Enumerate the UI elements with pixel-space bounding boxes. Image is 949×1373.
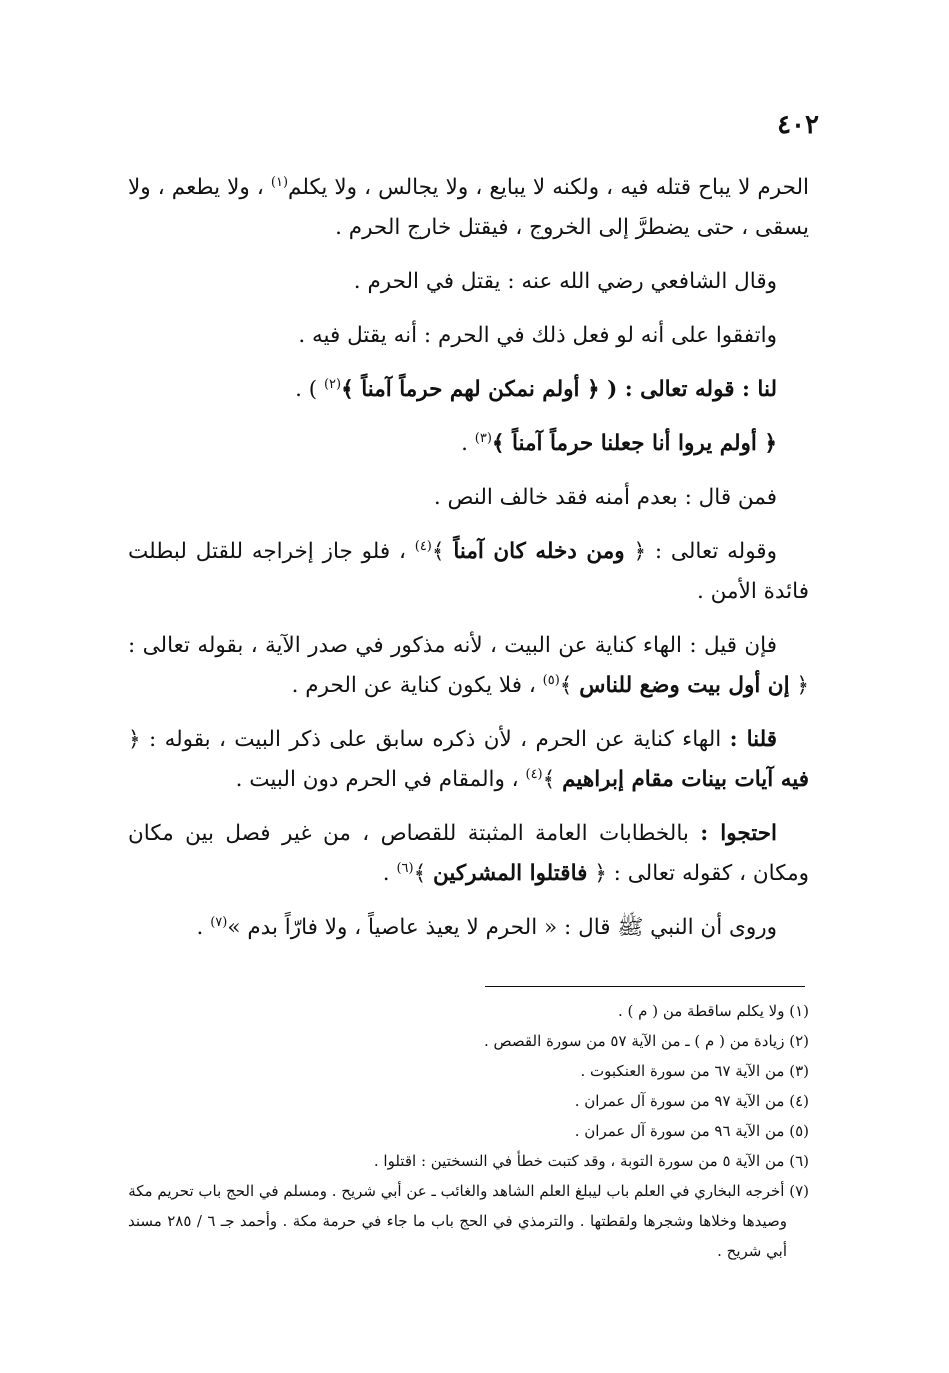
footnotes [128,996,809,1266]
paragraph-text: وقوله تعالى : ﴿ [633,539,777,564]
bracket: ﴾ [542,767,556,792]
paragraph-text: . [382,861,390,886]
paragraph-5 [128,424,809,464]
paragraph-7 [128,532,809,612]
quran-verse: فاقتلوا المشركين [433,861,588,886]
quran-verse: ومن دخله كان آمناً [453,539,625,564]
paragraph-3: واتفقوا على أنه لو فعل ذلك في الحرم : أنه يقتل فيه . [298,323,777,348]
footnote-7-continued: وصيدها وخلاها وشجرها ولقطتها . والترمذي في الحج باب ما جاء في حرمة مكة . وأحمد جـ ٦ / ٢٨٥ مسند أبي شريح . [128,1212,787,1260]
quran-verse: ﴿ أولم يروا أنا جعلنا حرماً آمناً ﴾ [491,431,777,456]
footnote-ref: (٥) [542,672,560,688]
paragraph-text: وروى أن النبي ﷺ قال : « الحرم لا يعيذ عاصياً ، ولا فارّاً بدم » [227,915,777,940]
paragraph-4 [128,370,809,410]
footnote-divider [485,986,805,987]
paragraph-1 [128,168,809,248]
quran-verse: فيه آيات بينات مقام إبراهيم [562,767,809,792]
paragraph-text: ، والمقام في الحرم دون البيت . [235,767,519,792]
lead-word: قلنا : [729,727,778,752]
footnote-1: (١) ولا يكلم ساقطة من ( م ) . [618,1002,809,1020]
footnote-ref: (٢) [323,376,342,392]
footnote-7: (٧) أخرجه البخاري في العلم باب ليبلغ العلم الشاهد والغائب ـ عن أبي شريح . ومسلم في الحج باب تحريم مكة [128,1182,809,1200]
paragraph-text: ، فلو جاز إخراجه للقتل لبطلت فائدة الأمن . [128,539,809,604]
paragraph-10 [128,814,809,894]
bracket: ﴾ [413,861,427,886]
paragraph-text: . [461,431,468,456]
footnote-3: (٣) من الآية ٦٧ من سورة العنكبوت . [580,1062,809,1080]
footnote-ref: (٤) [525,766,543,782]
page-number: ٤٠٢ [777,110,819,140]
paragraph-text: ، فلا يكون كناية عن الحرم . [291,673,536,698]
paragraph-9 [128,720,809,800]
paragraph-text: الهاء كناية عن الحرم ، لأن ذكره سابق على ذكر البيت ، بقوله : ﴿ [128,727,722,752]
footnote-ref: (٣) [474,430,492,446]
paragraph-2: وقال الشافعي رضي الله عنه : يقتل في الحرم . [353,269,777,294]
footnote-ref: (٤) [414,538,432,554]
paragraph-text: بالخطابات العامة المثبتة للقصاص ، من غير فصل بين مكان ومكان ، كقوله تعالى : ﴿ [128,821,809,886]
bold-text: لنا : قوله تعالى : ( ﴿ أولم نمكن لهم حرماً آمناً ﴾ [341,377,777,402]
paragraph-11 [128,908,809,948]
bracket: ﴾ [431,539,445,564]
paragraph-text: فإن قيل : الهاء كناية عن البيت ، لأنه مذكور في صدر الآية ، بقوله تعالى : ﴿ [128,633,809,698]
footnote-2: (٢) زيادة من ( م ) ـ من الآية ٥٧ من سورة القصص . [483,1032,809,1050]
footnote-ref: (٦) [396,860,414,876]
footnote-6: (٦) من الآية ٥ من سورة التوبة ، وقد كتبت خطأ في النسختين : اقتلوا . [373,1152,809,1170]
main-text [128,168,809,962]
footnote-ref: (١) [270,174,289,190]
footnote-ref: (٧) [210,914,228,930]
paragraph-text: . [196,915,204,940]
lead-word: احتجوا : [700,821,777,846]
paragraph-8 [128,626,809,706]
footnote-4: (٤) من الآية ٩٧ من سورة آل عمران . [574,1092,809,1110]
paragraph-text: الحرم لا يباح قتله فيه ، ولكنه لا يبايع ، ولا يجالس ، ولا يكلم [288,175,809,200]
footnote-5: (٥) من الآية ٩٦ من سورة آل عمران . [574,1122,809,1140]
paragraph-text: ) . [295,377,318,402]
paragraph-text: ، ولا يطعم ، ولا يسقى ، حتى يضطرَّ إلى الخروج ، فيقتل خارج الحرم . [128,175,809,240]
paragraph-6: فمن قال : بعدم أمنه فقد خالف النص . [433,485,777,510]
bracket: ﴾ [559,673,573,698]
quran-verse: إن أول بيت وضع للناس [579,673,790,698]
